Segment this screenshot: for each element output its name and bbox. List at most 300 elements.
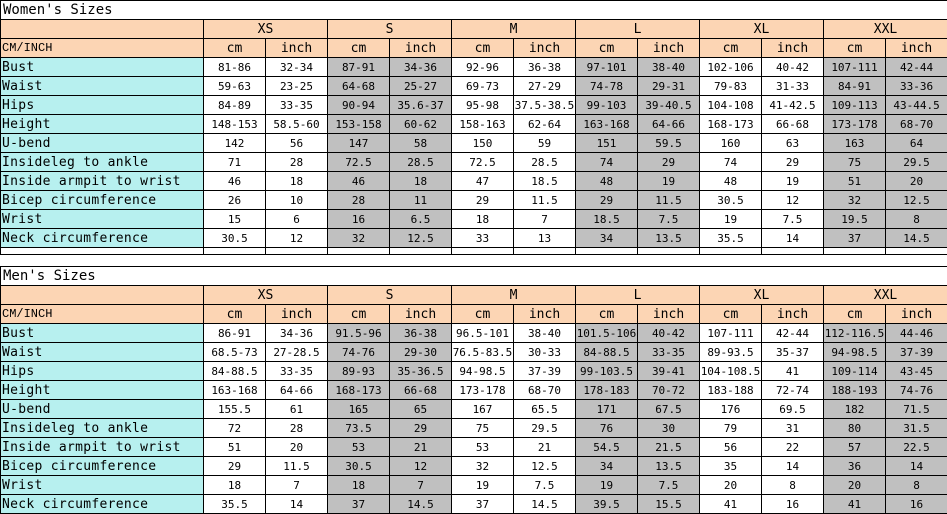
measurement-value: 104-108.5	[700, 362, 762, 381]
measurement-value: 33-36	[886, 77, 947, 96]
measurement-value: 8	[886, 210, 947, 229]
measurement-value: 6.5	[390, 210, 452, 229]
measurement-row	[1, 153, 947, 172]
measurement-value: 37-39	[514, 362, 576, 381]
measurement-value: 32-34	[266, 58, 328, 77]
measurement-value: 33-35	[638, 343, 700, 362]
measurement-value: 73.5	[328, 419, 390, 438]
measurement-value: 51	[204, 438, 266, 457]
measurement-value: 29	[638, 153, 700, 172]
measurement-row	[1, 419, 947, 438]
measurement-row	[1, 381, 947, 400]
measurement-value: 32	[824, 191, 886, 210]
measurement-label: Insideleg to ankle	[1, 153, 204, 172]
size-header-xs: XS	[204, 20, 328, 39]
unit-header-inch: inch	[266, 39, 328, 58]
measurement-value: 72.5	[328, 153, 390, 172]
measurement-value: 56	[700, 438, 762, 457]
size-header-corner	[1, 20, 204, 39]
section-title: Men's Sizes	[1, 267, 947, 286]
measurement-value: 59-63	[204, 77, 266, 96]
size-header-xl: XL	[700, 20, 824, 39]
size-header-m: M	[452, 20, 576, 39]
measurement-value: 31	[762, 419, 824, 438]
measurement-value: 30.5	[700, 191, 762, 210]
measurement-value: 66-68	[390, 381, 452, 400]
measurement-value: 11	[390, 191, 452, 210]
measurement-value: 19	[638, 172, 700, 191]
measurement-value: 37-39	[886, 343, 947, 362]
measurement-value: 165	[328, 400, 390, 419]
size-header-corner	[1, 286, 204, 305]
measurement-row	[1, 96, 947, 115]
spacer-cell	[824, 248, 886, 255]
measurement-row	[1, 77, 947, 96]
measurement-value: 23-25	[266, 77, 328, 96]
measurement-label: Bicep circumference	[1, 457, 204, 476]
measurement-value: 163-168	[204, 381, 266, 400]
size-header-row	[1, 286, 947, 305]
measurement-value: 15.5	[638, 495, 700, 514]
measurement-value: 29	[452, 191, 514, 210]
measurement-value: 30.5	[328, 457, 390, 476]
measurement-row	[1, 210, 947, 229]
measurement-value: 8	[886, 476, 947, 495]
measurement-value: 63	[762, 134, 824, 153]
measurement-value: 27-29	[514, 77, 576, 96]
measurement-value: 18	[452, 210, 514, 229]
size-header-s: S	[328, 20, 452, 39]
measurement-value: 51	[824, 172, 886, 191]
unit-header-row	[1, 39, 947, 58]
unit-header-inch: inch	[638, 39, 700, 58]
spacer-cell	[452, 248, 514, 255]
measurement-label: Waist	[1, 77, 204, 96]
measurement-value: 101.5-106	[576, 324, 638, 343]
measurement-label: Bust	[1, 324, 204, 343]
measurement-value: 86-91	[204, 324, 266, 343]
measurement-value: 29	[204, 457, 266, 476]
measurement-value: 11.5	[638, 191, 700, 210]
measurement-value: 76.5-83.5	[452, 343, 514, 362]
measurement-value: 99-103	[576, 96, 638, 115]
measurement-value: 41	[700, 495, 762, 514]
measurement-value: 160	[700, 134, 762, 153]
measurement-value: 171	[576, 400, 638, 419]
measurement-value: 11.5	[266, 457, 328, 476]
measurement-value: 76	[576, 419, 638, 438]
measurement-value: 35.5	[700, 229, 762, 248]
measurement-value: 99-103.5	[576, 362, 638, 381]
measurement-value: 62-64	[514, 115, 576, 134]
measurement-value: 38-40	[638, 58, 700, 77]
spacer-cell	[266, 248, 328, 255]
measurement-value: 68-70	[514, 381, 576, 400]
measurement-value: 19	[576, 476, 638, 495]
measurement-value: 41-42.5	[762, 96, 824, 115]
spacer-cell	[1, 248, 204, 255]
womens-size-table	[0, 0, 947, 255]
measurement-value: 109-113	[824, 96, 886, 115]
measurement-value: 65.5	[514, 400, 576, 419]
measurement-value: 37	[824, 229, 886, 248]
measurement-value: 64-66	[638, 115, 700, 134]
measurement-value: 10	[266, 191, 328, 210]
measurement-value: 31-33	[762, 77, 824, 96]
measurement-value: 22	[762, 438, 824, 457]
measurement-value: 29-30	[390, 343, 452, 362]
measurement-value: 95-98	[452, 96, 514, 115]
measurement-value: 102-106	[700, 58, 762, 77]
measurement-value: 47	[452, 172, 514, 191]
size-header-xs: XS	[204, 286, 328, 305]
measurement-value: 16	[762, 495, 824, 514]
measurement-value: 12.5	[514, 457, 576, 476]
measurement-value: 75	[824, 153, 886, 172]
measurement-value: 36-38	[514, 58, 576, 77]
measurement-value: 20	[266, 438, 328, 457]
measurement-value: 84-88.5	[204, 362, 266, 381]
measurement-value: 74	[700, 153, 762, 172]
measurement-value: 32	[328, 229, 390, 248]
measurement-value: 18.5	[576, 210, 638, 229]
measurement-value: 25-27	[390, 77, 452, 96]
measurement-row	[1, 400, 947, 419]
measurement-value: 60-62	[390, 115, 452, 134]
measurement-value: 39-41	[638, 362, 700, 381]
size-header-l: L	[576, 20, 700, 39]
measurement-value: 28.5	[514, 153, 576, 172]
measurement-value: 168-173	[328, 381, 390, 400]
measurement-label: Insideleg to ankle	[1, 419, 204, 438]
measurement-value: 29	[576, 191, 638, 210]
measurement-value: 43-44.5	[886, 96, 947, 115]
spacer-cell	[700, 248, 762, 255]
measurement-value: 74-76	[328, 343, 390, 362]
measurement-value: 30	[638, 419, 700, 438]
spacer-cell	[638, 248, 700, 255]
measurement-value: 12	[266, 229, 328, 248]
measurement-value: 18	[328, 476, 390, 495]
measurement-value: 48	[700, 172, 762, 191]
measurement-value: 21	[514, 438, 576, 457]
measurement-value: 53	[452, 438, 514, 457]
measurement-value: 14.5	[514, 495, 576, 514]
measurement-value: 39.5	[576, 495, 638, 514]
measurement-value: 32	[452, 457, 514, 476]
measurement-value: 41	[762, 362, 824, 381]
measurement-value: 167	[452, 400, 514, 419]
measurement-value: 42-44	[762, 324, 824, 343]
measurement-value: 18	[204, 476, 266, 495]
measurement-value: 29.5	[886, 153, 947, 172]
measurement-value: 20	[886, 172, 947, 191]
measurement-value: 72.5	[452, 153, 514, 172]
measurement-value: 94-98.5	[824, 343, 886, 362]
measurement-value: 163	[824, 134, 886, 153]
measurement-value: 71	[204, 153, 266, 172]
measurement-value: 18	[390, 172, 452, 191]
unit-header-cm: cm	[824, 39, 886, 58]
measurement-value: 64	[886, 134, 947, 153]
measurement-value: 35-36.5	[390, 362, 452, 381]
unit-header-inch: inch	[514, 305, 576, 324]
measurement-value: 58.5-60	[266, 115, 328, 134]
unit-header-inch: inch	[390, 39, 452, 58]
measurement-value: 158-163	[452, 115, 514, 134]
spacer-cell	[390, 248, 452, 255]
spacer-cell	[576, 248, 638, 255]
measurement-value: 46	[204, 172, 266, 191]
spacer-cell	[762, 248, 824, 255]
measurement-value: 7.5	[514, 476, 576, 495]
measurement-value: 92-96	[452, 58, 514, 77]
measurement-row	[1, 191, 947, 210]
spacer-cell	[328, 248, 390, 255]
measurement-value: 6	[266, 210, 328, 229]
measurement-value: 84-88.5	[576, 343, 638, 362]
measurement-value: 72-74	[762, 381, 824, 400]
measurement-value: 72	[204, 419, 266, 438]
measurement-value: 48	[576, 172, 638, 191]
spacer-cell	[886, 248, 947, 255]
measurement-value: 163-168	[576, 115, 638, 134]
unit-header-inch: inch	[762, 305, 824, 324]
measurement-label: Bust	[1, 58, 204, 77]
measurement-label: Hips	[1, 362, 204, 381]
measurement-value: 35.6-37	[390, 96, 452, 115]
measurement-label: U-bend	[1, 134, 204, 153]
measurement-value: 183-188	[700, 381, 762, 400]
size-header-l: L	[576, 286, 700, 305]
measurement-value: 53	[328, 438, 390, 457]
measurement-value: 7.5	[638, 210, 700, 229]
measurement-value: 22.5	[886, 438, 947, 457]
measurement-value: 142	[204, 134, 266, 153]
measurement-value: 74-78	[576, 77, 638, 96]
measurement-value: 59	[514, 134, 576, 153]
measurement-value: 33-35	[266, 362, 328, 381]
measurement-value: 104-108	[700, 96, 762, 115]
measurement-value: 68.5-73	[204, 343, 266, 362]
measurement-value: 46	[328, 172, 390, 191]
measurement-value: 64-66	[266, 381, 328, 400]
measurement-value: 84-91	[824, 77, 886, 96]
measurement-value: 61	[266, 400, 328, 419]
measurement-value: 20	[700, 476, 762, 495]
size-header-xxl: XXL	[824, 286, 947, 305]
measurement-value: 94-98.5	[452, 362, 514, 381]
measurement-value: 14.5	[390, 495, 452, 514]
measurement-label: U-bend	[1, 400, 204, 419]
measurement-value: 79-83	[700, 77, 762, 96]
unit-header-cm: cm	[576, 39, 638, 58]
measurement-value: 40-42	[638, 324, 700, 343]
size-header-m: M	[452, 286, 576, 305]
measurement-value: 42-44	[886, 58, 947, 77]
measurement-value: 89-93	[328, 362, 390, 381]
measurement-value: 148-153	[204, 115, 266, 134]
section-title: Women's Sizes	[1, 1, 947, 20]
measurement-row	[1, 324, 947, 343]
unit-header-inch: inch	[638, 305, 700, 324]
measurement-value: 33-35	[266, 96, 328, 115]
measurement-value: 79	[700, 419, 762, 438]
measurement-value: 35	[700, 457, 762, 476]
measurement-value: 14	[762, 229, 824, 248]
measurement-label: Height	[1, 115, 204, 134]
unit-header-cm: cm	[204, 305, 266, 324]
measurement-row	[1, 457, 947, 476]
measurement-value: 69-73	[452, 77, 514, 96]
measurement-value: 58	[390, 134, 452, 153]
measurement-value: 43-45	[886, 362, 947, 381]
measurement-value: 29-31	[638, 77, 700, 96]
measurement-value: 40-42	[762, 58, 824, 77]
unit-header-inch: inch	[886, 39, 947, 58]
measurement-value: 13	[514, 229, 576, 248]
measurement-value: 97-101	[576, 58, 638, 77]
measurement-row	[1, 438, 947, 457]
measurement-value: 109-114	[824, 362, 886, 381]
measurement-label: Neck circumference	[1, 229, 204, 248]
measurement-value: 14.5	[886, 229, 947, 248]
measurement-value: 13.5	[638, 457, 700, 476]
measurement-value: 37	[452, 495, 514, 514]
measurement-value: 41	[824, 495, 886, 514]
unit-header-inch: inch	[762, 39, 824, 58]
measurement-label: Wrist	[1, 210, 204, 229]
unit-header-inch: inch	[266, 305, 328, 324]
unit-header-cm: cm	[700, 305, 762, 324]
measurement-row	[1, 343, 947, 362]
measurement-value: 28	[328, 191, 390, 210]
measurement-value: 64-68	[328, 77, 390, 96]
measurement-label: Neck circumference	[1, 495, 204, 514]
measurement-row	[1, 229, 947, 248]
measurement-value: 35.5	[204, 495, 266, 514]
unit-header-label: CM/INCH	[1, 39, 204, 58]
measurement-value: 91.5-96	[328, 324, 390, 343]
measurement-value: 173-178	[824, 115, 886, 134]
measurement-value: 151	[576, 134, 638, 153]
measurement-value: 34	[576, 229, 638, 248]
measurement-value: 107-111	[824, 58, 886, 77]
measurement-value: 38-40	[514, 324, 576, 343]
measurement-row	[1, 476, 947, 495]
measurement-value: 21.5	[638, 438, 700, 457]
measurement-value: 28.5	[390, 153, 452, 172]
measurement-value: 70-72	[638, 381, 700, 400]
size-header-row	[1, 20, 947, 39]
measurement-row	[1, 115, 947, 134]
unit-header-cm: cm	[452, 39, 514, 58]
measurement-value: 20	[824, 476, 886, 495]
measurement-value: 54.5	[576, 438, 638, 457]
measurement-label: Waist	[1, 343, 204, 362]
measurement-value: 34-36	[266, 324, 328, 343]
measurement-label: Inside armpit to wrist	[1, 172, 204, 191]
measurement-value: 18.5	[514, 172, 576, 191]
measurement-value: 26	[204, 191, 266, 210]
unit-header-cm: cm	[824, 305, 886, 324]
measurement-value: 19.5	[824, 210, 886, 229]
measurement-value: 11.5	[514, 191, 576, 210]
measurement-value: 66-68	[762, 115, 824, 134]
measurement-value: 36-38	[390, 324, 452, 343]
measurement-value: 12	[762, 191, 824, 210]
measurement-value: 155.5	[204, 400, 266, 419]
measurement-value: 178-183	[576, 381, 638, 400]
measurement-value: 150	[452, 134, 514, 153]
measurement-value: 182	[824, 400, 886, 419]
measurement-value: 30.5	[204, 229, 266, 248]
measurement-value: 36	[824, 457, 886, 476]
measurement-value: 27-28.5	[266, 343, 328, 362]
measurement-label: Inside armpit to wrist	[1, 438, 204, 457]
section-title-row	[1, 1, 947, 20]
measurement-value: 7.5	[762, 210, 824, 229]
size-header-xxl: XXL	[824, 20, 947, 39]
measurement-value: 7.5	[638, 476, 700, 495]
measurement-value: 74	[576, 153, 638, 172]
measurement-value: 44-46	[886, 324, 947, 343]
measurement-value: 7	[390, 476, 452, 495]
measurement-value: 19	[762, 172, 824, 191]
unit-header-cm: cm	[576, 305, 638, 324]
measurement-value: 65	[390, 400, 452, 419]
unit-header-cm: cm	[700, 39, 762, 58]
measurement-value: 21	[390, 438, 452, 457]
measurement-value: 13.5	[638, 229, 700, 248]
measurement-row	[1, 362, 947, 381]
measurement-value: 37	[328, 495, 390, 514]
measurement-value: 67.5	[638, 400, 700, 419]
measurement-value: 8	[762, 476, 824, 495]
measurement-value: 12.5	[886, 191, 947, 210]
measurement-value: 29	[390, 419, 452, 438]
measurement-row	[1, 495, 947, 514]
measurement-value: 81-86	[204, 58, 266, 77]
measurement-label: Hips	[1, 96, 204, 115]
measurement-value: 15	[204, 210, 266, 229]
spacer-row	[1, 248, 947, 255]
measurement-value: 18	[266, 172, 328, 191]
unit-header-cm: cm	[328, 39, 390, 58]
measurement-value: 84-89	[204, 96, 266, 115]
measurement-value: 90-94	[328, 96, 390, 115]
measurement-row	[1, 58, 947, 77]
measurement-value: 29.5	[514, 419, 576, 438]
measurement-value: 176	[700, 400, 762, 419]
measurement-value: 31.5	[886, 419, 947, 438]
measurement-value: 16	[328, 210, 390, 229]
unit-header-cm: cm	[204, 39, 266, 58]
measurement-value: 14	[886, 457, 947, 476]
measurement-value: 14	[762, 457, 824, 476]
spacer-cell	[514, 248, 576, 255]
unit-header-row	[1, 305, 947, 324]
measurement-value: 28	[266, 419, 328, 438]
measurement-value: 107-111	[700, 324, 762, 343]
measurement-value: 34-36	[390, 58, 452, 77]
size-header-xl: XL	[700, 286, 824, 305]
measurement-value: 56	[266, 134, 328, 153]
unit-header-inch: inch	[390, 305, 452, 324]
size-header-s: S	[328, 286, 452, 305]
measurement-value: 75	[452, 419, 514, 438]
measurement-value: 89-93.5	[700, 343, 762, 362]
